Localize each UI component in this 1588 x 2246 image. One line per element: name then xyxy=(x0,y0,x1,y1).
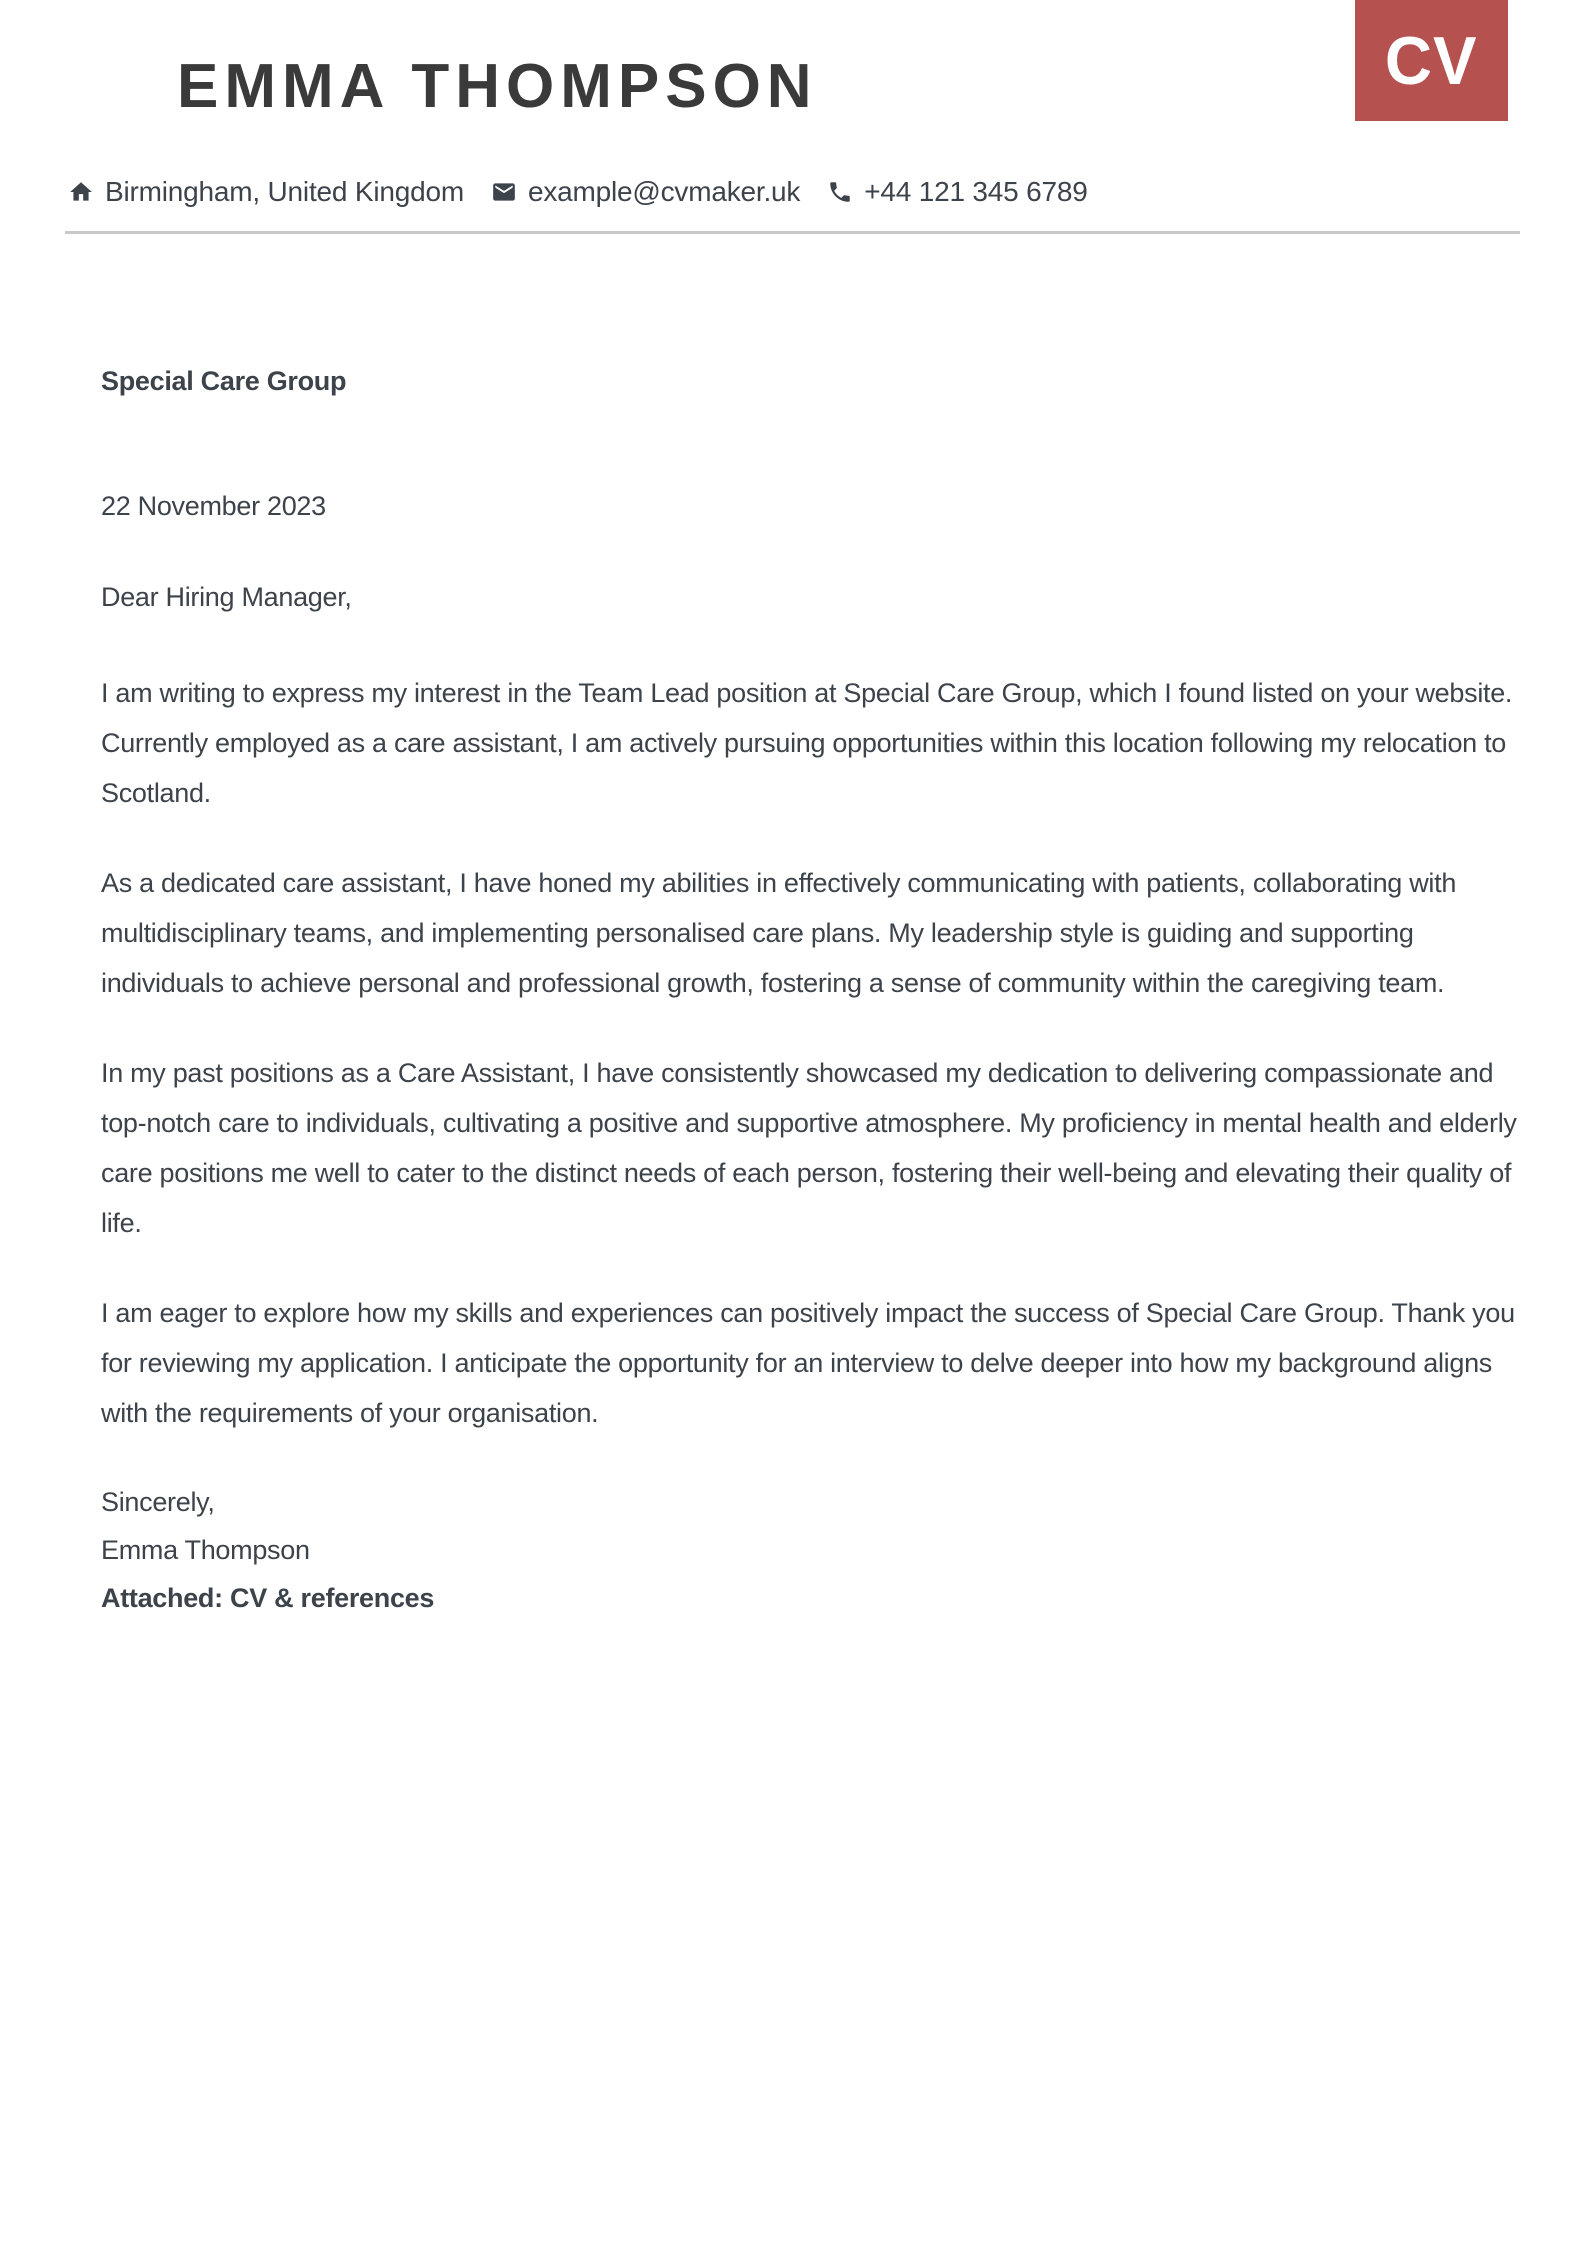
letter-body xyxy=(101,356,1525,1622)
paragraph-skills: As a dedicated care assistant, I have honed my abilities in effectively communicating with patients, collaborating with multidisciplinary teams, and implementing personalised care plans. My leadership style is guiding and supporting individuals to achieve personal and professional growth, fostering a sense of community within the caregiving team. xyxy=(101,868,1457,998)
paragraph-experience: In my past positions as a Care Assistant, I have consistently showcased my dedication to delivering compassionate and top-notch care to individuals, cultivating a positive and supportive atmosphere. My proficiency in mental health and elderly care positions me well to cater to the distinct needs of each person, fostering their well-being and elevating their quality of life. xyxy=(101,1058,1517,1238)
closing-word: Sincerely, xyxy=(101,1487,215,1517)
header-divider xyxy=(65,231,1520,234)
cv-logo xyxy=(1355,0,1508,121)
contact-item-phone xyxy=(827,176,1087,208)
contact-email-text: example@cvmaker.uk xyxy=(527,176,801,207)
email-icon xyxy=(491,179,517,205)
page-title: EMMA THOMPSON xyxy=(177,52,818,121)
contact-item-location xyxy=(68,176,464,208)
contact-item-email xyxy=(491,176,800,208)
contact-location-text: Birmingham, United Kingdom xyxy=(105,176,464,207)
paragraph-intro: I am writing to express my interest in the Team Lead position at Special Care Group, which I found listed on your website. Currently employed as a care assistant, I am actively pursuing opportunities within this location following my relocation to Scotland. xyxy=(101,678,1513,808)
salutation: Dear Hiring Manager, xyxy=(101,582,352,612)
home-icon xyxy=(68,179,94,205)
paragraph-closing: I am eager to explore how my skills and experiences can positively impact the success of Special Care Group. Thank you for reviewing my application. I anticipate the opportunity for an interview to delve deeper into how my background aligns with the requirements of your organisation. xyxy=(101,1298,1515,1428)
phone-icon xyxy=(827,179,853,205)
attachment-note: Attached: CV & references xyxy=(101,1583,435,1613)
letter-date: 22 November 2023 xyxy=(101,491,326,521)
cv-logo-text: CV xyxy=(1385,22,1478,99)
recipient-name: Special Care Group xyxy=(101,366,347,396)
signature-name: Emma Thompson xyxy=(101,1535,310,1565)
contact-row xyxy=(68,176,1088,208)
contact-phone-text: +44 121 345 6789 xyxy=(864,176,1088,207)
